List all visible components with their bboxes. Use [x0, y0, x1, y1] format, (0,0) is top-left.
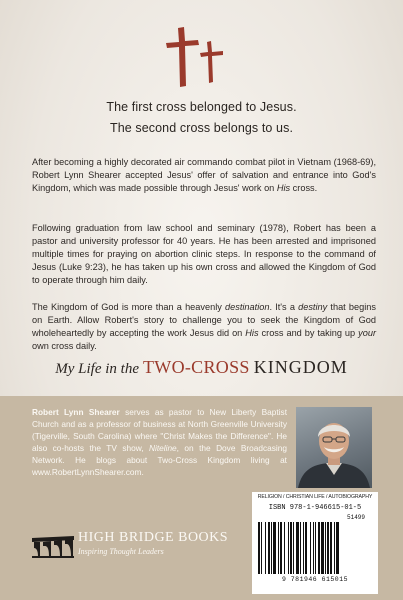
book-title-part-3: KINGDOM [253, 357, 348, 377]
text-run: own cross daily. [32, 341, 97, 351]
italic-text-run: destiny [298, 302, 328, 312]
italic-text-run: your [358, 328, 376, 338]
text-run: cross. [290, 183, 318, 193]
barcode-icon [256, 522, 374, 576]
publisher-logo [32, 526, 229, 562]
italic-text-run: His [276, 183, 291, 193]
tagline-line-1: The first cross belonged to Jesus. [106, 100, 297, 114]
italic-text-run: Niteline [149, 443, 177, 453]
isbn-number: ISBN 978-1-946615-01-5 [268, 504, 362, 512]
publisher-name: HIGH BRIDGE BOOKS [78, 530, 229, 545]
book-title-part-2: TWO-CROSS [143, 357, 250, 377]
bisac-category: RELIGION / CHRISTIAN LIFE / AUTOBIOGRAPHY [257, 494, 373, 500]
text-run: After becoming a highly decorated air commando combat pilot in Vietnam (1968-69), Robert Lynn Shearer accepted Jesus' offer of salvation and entrance into God's Kingdom, which was made possible through Jesus' work on [32, 157, 376, 193]
tagline-line-2: The second cross belongs to us. [109, 121, 294, 135]
description-paragraph-1 [32, 156, 376, 195]
two-crosses-icon [165, 26, 235, 88]
book-title-part-1: My Life in the [55, 361, 139, 377]
author-bio [32, 406, 287, 478]
text-run: Following graduation from law school and seminary (1978), Robert has been a pastor and university professor for 40 years. He has been arrested and imprisoned multiple times for praying on abortion clinic steps. In response to the command of Jesus (Luke 9:23), he has taken up his own cross and allowed the Kingdom of God to operate through him daily. [32, 223, 376, 285]
bold-text-run: Robert Lynn Shearer [32, 407, 120, 417]
text-run: . It's a [269, 302, 299, 312]
italic-text-run: His [245, 328, 259, 338]
author-photo [296, 407, 372, 488]
text-run: serves as pastor to New Liberty Baptist Church and as a professor of business at North Greenville University (Tigerville, South Carolina) where "Christ Makes the Difference". He also co-hosts the TV show, [32, 407, 287, 453]
bridge-icon [32, 528, 74, 558]
publisher-slogan: Inspiring Thought Leaders [78, 547, 164, 556]
text-run: cross and by taking up [258, 328, 359, 338]
description-paragraph-3 [32, 301, 376, 353]
text-run: The Kingdom of God is more than a heavenly [32, 302, 226, 312]
ean-number: 9 781946 615015 [281, 576, 348, 583]
barcode-block [252, 492, 378, 594]
price-code: 51499 [347, 514, 366, 521]
book-title [0, 357, 403, 378]
text-run: that begins on Earth. Allow Robert's story to challenge you to seek the Kingdom of God wholeheartedly by accepting the work Jesus did on [32, 302, 376, 338]
text-run: , on the Dove Broadcasing Network. He blogs about Two-Cross Kingdom living at www.RobertLynnShearer.com. [32, 443, 288, 477]
description-paragraph-2 [32, 222, 376, 287]
italic-text-run: destination [225, 302, 270, 312]
